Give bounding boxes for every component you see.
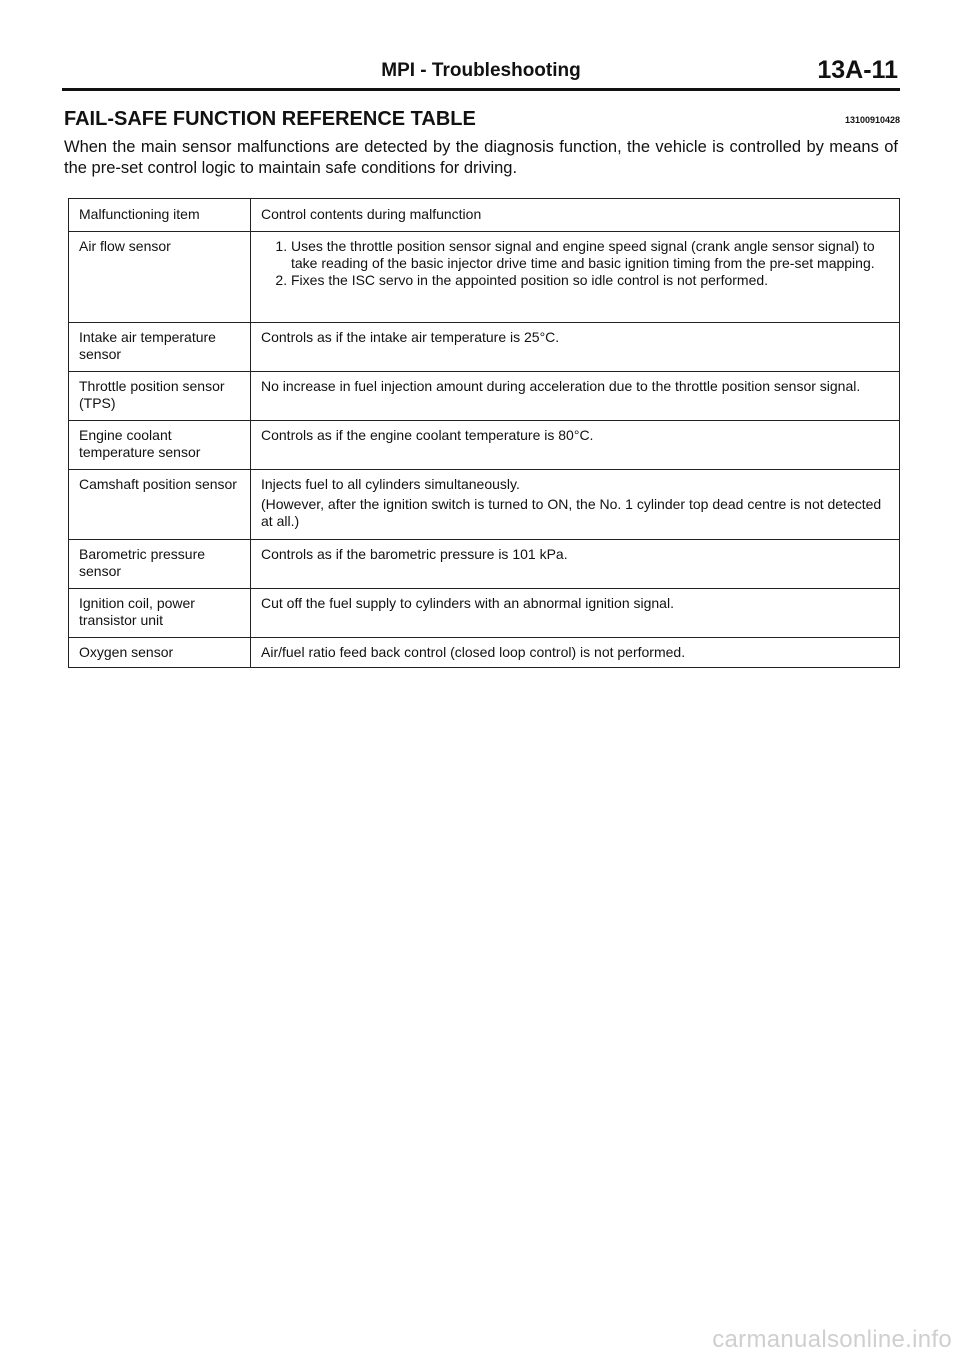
column-header-control: Control contents during malfunction xyxy=(251,199,900,232)
table-row xyxy=(69,323,900,372)
table-row xyxy=(69,421,900,470)
header-title: MPI - Troubleshooting xyxy=(381,60,581,81)
row-item: Intake air temperature sensor xyxy=(69,323,251,372)
row-item: Engine coolant temperature sensor xyxy=(69,421,251,470)
page-number: 13A-11 xyxy=(817,56,898,84)
table-row xyxy=(69,540,900,589)
row-item: Oxygen sensor xyxy=(69,638,251,668)
row-item: Camshaft position sensor xyxy=(69,470,251,540)
table-header-row xyxy=(69,199,900,232)
row-content: Air/fuel ratio feed back control (closed loop control) is not performed. xyxy=(251,638,900,668)
column-header-item: Malfunctioning item xyxy=(69,199,251,232)
table-row xyxy=(69,372,900,421)
row-item: Air flow sensor xyxy=(69,232,251,323)
intro-paragraph: When the main sensor malfunctions are detected by the diagnosis function, the vehicle is controlled by means of the pre-set control logic to maintain safe conditions for driving. xyxy=(64,138,898,177)
row-content: Controls as if the engine coolant temperature is 80°C. xyxy=(251,421,900,470)
row-content xyxy=(251,470,900,540)
row-item: Barometric pressure sensor xyxy=(69,540,251,589)
fail-safe-table xyxy=(68,198,900,668)
row-item: Ignition coil, power transistor unit xyxy=(69,589,251,638)
table-row xyxy=(69,232,900,323)
section-code: 13100910428 xyxy=(844,115,900,125)
control-steps-list xyxy=(261,238,889,289)
table-row xyxy=(69,589,900,638)
row-content-main: Injects fuel to all cylinders simultaneously. xyxy=(261,476,520,492)
watermark: carmanualsonline.info xyxy=(712,1326,952,1353)
row-content: Controls as if the barometric pressure is 101 kPa. xyxy=(251,540,900,589)
row-content-note: (However, after the ignition switch is turned to ON, the No. 1 cylinder top dead centre is not detected at all.) xyxy=(261,496,882,529)
page-header xyxy=(62,58,900,91)
section-title: FAIL-SAFE FUNCTION REFERENCE TABLE xyxy=(64,108,476,130)
row-content xyxy=(251,232,900,323)
table-row xyxy=(69,638,900,668)
row-content: Cut off the fuel supply to cylinders with an abnormal ignition signal. xyxy=(251,589,900,638)
row-content: No increase in fuel injection amount during acceleration due to the throttle position sensor signal. xyxy=(251,372,900,421)
control-step: 2. Fixes the ISC servo in the appointed position so idle control is not performed. xyxy=(291,272,889,289)
row-item: Throttle position sensor (TPS) xyxy=(69,372,251,421)
table-row xyxy=(69,470,900,540)
control-step: 1. Uses the throttle position sensor signal and engine speed signal (crank angle sensor signal) to take reading of the basic injector drive time and basic ignition timing from the pre-set mapping. xyxy=(291,238,889,272)
row-content: Controls as if the intake air temperature is 25°C. xyxy=(251,323,900,372)
